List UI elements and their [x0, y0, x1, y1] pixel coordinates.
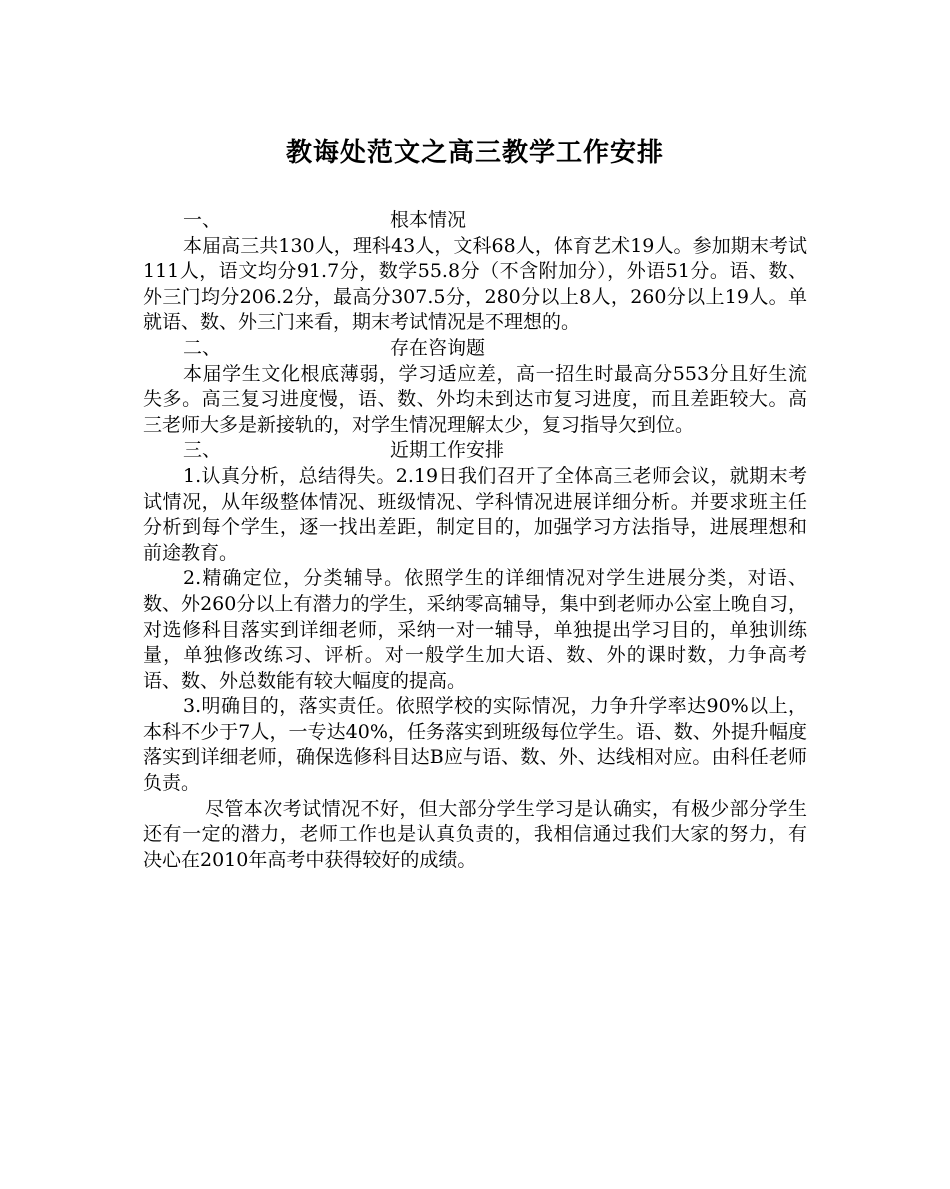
closing-paragraph: 尽管本次考试情况不好，但大部分学生学习是认确实，有极少部分学生还有一定的潜力，老师工作也是认真负责的，我相信通过我们大家的努力，有决心在2010年高考中获得较好的成绩。	[143, 797, 807, 871]
section-title: 存在咨询题	[390, 336, 486, 359]
section-heading-2	[143, 336, 807, 362]
paragraph: 3.明确目的，落实责任。依照学校的实际情况，力争升学率达90%以上，本科不少于7人，一专达40%，任务落实到班级每位学生。语、数、外提升幅度落实到详细老师，确保选修科目达B应与语、数、外、达线相对应。由科任老师负责。	[143, 695, 807, 795]
section-number: 二、	[183, 336, 222, 359]
section-title: 近期工作安排	[390, 439, 505, 462]
paragraph: 本届高三共130人，理科43人，文科68人，体育艺术19人。参加期末考试111人，语文均分91.7分，数学55.8分（不含附加分），外语51分。语、数、外三门均分206.2分，最高分307.5分，280分以上8人，260分以上19人。单就语、数、外三门来看，期末考试情况是不理想的。	[143, 234, 807, 334]
document-title: 教诲处范文之高三教学工作安排	[285, 138, 664, 168]
section-heading-1	[143, 208, 807, 234]
paragraph: 2.精确定位，分类辅导。依照学生的详细情况对学生进展分类，对语、数、外260分以上有潜力的学生，采纳零高辅导，集中到老师办公室上晚自习，对选修科目落实到详细老师，采纳一对一辅导，单独提出学习目的，单独训练量，单独修改练习、评析。对一般学生加大语、数、外的课时数，力争高考语、数、外总数能有较大幅度的提高。	[143, 567, 807, 692]
paragraph: 本届学生文化根底薄弱，学习适应差，高一招生时最高分553分且好生流失多。高三复习进度慢，语、数、外均未到达市复习进度，而且差距较大。高三老师大多是新接轨的，对学生情况理解太少，复习指导欠到位。	[143, 362, 807, 436]
section-title: 根本情况	[390, 209, 467, 231]
section-number: 三、	[183, 439, 222, 462]
section-number: 一、	[183, 209, 222, 231]
paragraph: 1.认真分析，总结得失。2.19日我们召开了全体高三老师会议，就期末考试情况，从年级整体情况、班级情况、学科情况进展详细分析。并要求班主任分析到每个学生，逐一找出差距，制定目的，加强学习方法指导，进展理想和前途教育。	[143, 464, 807, 564]
document-body	[143, 208, 807, 873]
section-heading-3	[143, 438, 807, 464]
